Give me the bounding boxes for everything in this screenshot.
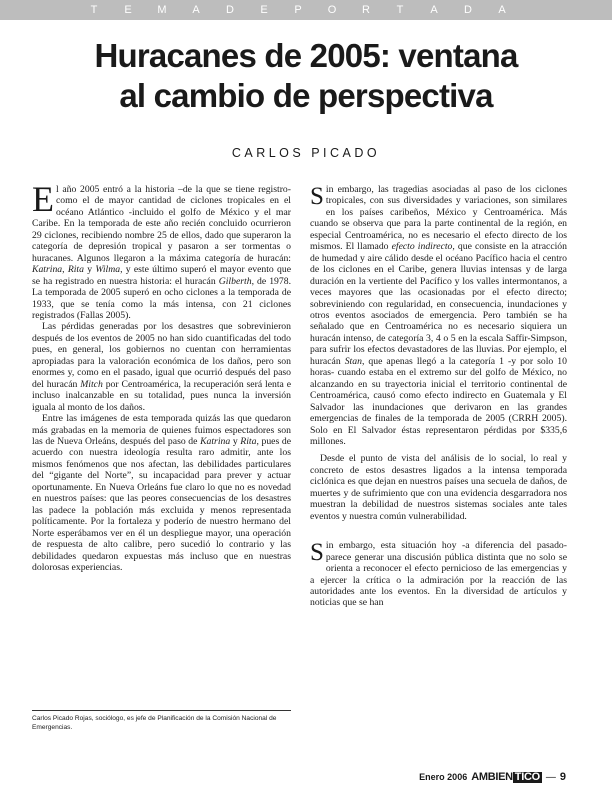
section-letter: D — [464, 4, 472, 16]
magazine-name-part: TICO — [514, 771, 540, 783]
emphasis: Rita — [240, 435, 257, 447]
emphasis: Katrina — [200, 435, 231, 447]
article-title-line-2: al cambio de perspectiva — [119, 77, 493, 114]
issue-date: Enero 2006 — [419, 772, 468, 782]
section-letter: A — [498, 4, 506, 16]
drop-cap: S — [310, 539, 324, 567]
section-letter: D — [226, 4, 234, 16]
paragraph — [32, 179, 291, 321]
magazine-logo — [471, 771, 542, 783]
paragraph-text: , pues de acuerdo con nuestra ideología resulta raro admitir, ante los mismos fenómenos que nos afectan, las debilidades particulares del “gigante del Norte”, su incapacidad para prever y actuar oportunamente. En Nueva Orleáns fue claro lo que no es novedad en nuestros países: que las peores consecuencias de los desastres las padece la población más excluida y menos representada políticamente. Por la fortaleza y poderío de nuestro hermano del Norte esperábamos ver en él un despliegue mayor, una operación de respuesta de alto calibre, pero sucedió lo contrario y las debilidades quedaron expuestas más incluso que en nuestras dolorosas experiencias. — [32, 435, 292, 573]
paragraph — [32, 413, 291, 573]
paragraph-text: , que consiste en la atracción de humedad y aire cálido desde el océano Pacífico hacia el centro de los ciclones en el Caribe, genera lluvias intensas y de larga duración en la vertiente del Pacífico y los valles intermontanos, a veces mayores que las ocasionadas por el efecto directo; sobreviniendo con regularidad, en consecuencia, inundaciones y otros eventos asociados de emergencia. Pero también se ha señalado que en Centroamérica no es necesario siquiera un huracán intenso, de categoría 3, 4 o 5 en la escala Saffir-Simpson, para sufrir los efectos devastadores de las lluvias. Por ejemplo, el huracán — [310, 241, 567, 367]
section-letter: A — [192, 4, 200, 16]
article-title — [60, 36, 552, 116]
section-letter: T — [396, 4, 404, 16]
paragraph: Desde el punto de vista del análisis de lo social, lo real y concreto de estos desastres ligados a la intensa temporada ciclónica es que dejan en nuestros países una secuela de daños, de muertes y de sufrimiento que con una evidencia desgarradora nos muestran la debilidad de nuestros sistemas sociales ante tales eventos y nuestra común vulnerabilidad. — [310, 453, 567, 522]
page-footer — [419, 771, 566, 783]
emphasis: Rita — [67, 264, 84, 276]
right-column — [310, 184, 567, 609]
paragraph-text: in embargo, esta situación hoy -a diferencia del pasado- parece generar una discusión pública distinta que no solo se orienta a reconocer el efecto pernicioso de las emergencias y a ejercer la crítica o la admiración por la reacción de las autoridades ante los eventos. En la diversidad de artículos y noticias que se han — [310, 540, 567, 609]
paragraph — [310, 540, 567, 609]
emphasis: Gilberth — [218, 275, 252, 287]
paragraph-text: y — [83, 264, 96, 276]
paragraph-text: , — [62, 264, 68, 276]
page-number: 9 — [559, 771, 566, 783]
section-letter: O — [327, 4, 337, 16]
paragraph — [32, 321, 291, 413]
emphasis: Katrina — [32, 264, 63, 276]
paragraph-text: , que apenas llegó a la categoría 1 -y por solo 10 horas- cuando estaba en el extremo sur del golfo de México, no alcanzando en su trayectoria inicial el territorio continental de Centroamérica, causó como efecto indirecto en Guatemala y El Salvador las inundaciones que derivaron en las grandes emergencias de finales de la temporada de 2005 (CRRH 2005). Solo en El Salvador éstas representaron pérdidas por $335,6 millones. — [310, 355, 567, 447]
left-column — [32, 179, 292, 573]
paragraph-text: , y este último superó el mayor evento que se ha registrado en nuestra historia: el huracán — [32, 264, 291, 287]
section-letter: M — [157, 4, 167, 16]
footnote-divider — [32, 710, 291, 711]
section-letter: E — [124, 4, 132, 16]
paragraph-text: y — [230, 435, 241, 447]
paragraph-text: in embargo, las tragedias asociadas al paso de los ciclones tropicales, con sus diversidades y variaciones, son similares en los países caribeños, México y Centroamérica. Más cuando se observa que para la parte continental de la región, en especial Centroamérica, no es necesario el efecto directo de los mismos. El llamado — [310, 184, 567, 253]
paragraph-text: Entre las imágenes de esta temporada quizás las que quedaron más grabadas en la memoria de quienes fuimos espectadores son las de Nueva Orleáns, después del paso de — [32, 413, 291, 447]
section-letter: E — [260, 4, 268, 16]
section-header-band — [0, 0, 612, 20]
article-author: CARLOS PICADO — [231, 146, 381, 160]
magazine-name-part: AMBIEN — [471, 771, 513, 783]
paragraph-text: , de 1978. La temporada de 2005 superó en ocho ciclones a la temporada de 1933, que se tenía como la más intensa, con 21 ciclones registrados (Fallas 2005). — [32, 275, 291, 321]
drop-cap: S — [310, 183, 324, 210]
emphasis: efecto indirecto — [391, 241, 453, 253]
article-title-line-1: Huracanes de 2005: ventana — [94, 37, 518, 74]
paragraph — [310, 184, 567, 447]
paragraph-text: por Centroamérica, la recuperación será lenta e incluso inalcanzable en su totalidad, pues nunca la inversión iguala al monto de los daños. — [32, 378, 291, 413]
section-letter: P — [294, 4, 302, 16]
drop-cap: E — [32, 179, 54, 219]
section-label — [88, 1, 508, 19]
section-letter: A — [430, 4, 438, 16]
author-footnote: Carlos Picado Rojas, sociólogo, es jefe de Planificación de la Comisión Nacional de Emergencias. — [32, 715, 277, 731]
folio-dash: — — [545, 772, 556, 783]
emphasis: Mitch — [80, 378, 103, 390]
section-letter: R — [362, 4, 370, 16]
emphasis: Stan — [344, 355, 362, 367]
paragraph-text: l año 2005 entró a la historia –de la que se tiene registro- como el de mayor cantidad de ciclones tropicales en el océano Atlántico -incluido el golfo de México y el mar Caribe. En la temporada de este año recién concluido ocurrieron 29 ciclones, recibiendo nombre 25 de ellos, dado que superaron la categoría de depresión tropical y pasaron a ser tormentas o huracanes. Algunos llegaron a la máxima categoría de huracán: — [32, 184, 291, 264]
section-letter: T — [90, 4, 98, 16]
emphasis: Wilma — [95, 264, 121, 276]
paragraph-text: Las pérdidas generadas por los desastres que sobrevinieron después de los eventos de 2005 no han sido cuantificadas del todo pues, en general, los gobiernos no cuentan con herramientas apropiadas para la valoración económica de los daños, pero son enormes y, como en el pasado, igual que ocurrió después del paso del huracán — [32, 321, 291, 390]
